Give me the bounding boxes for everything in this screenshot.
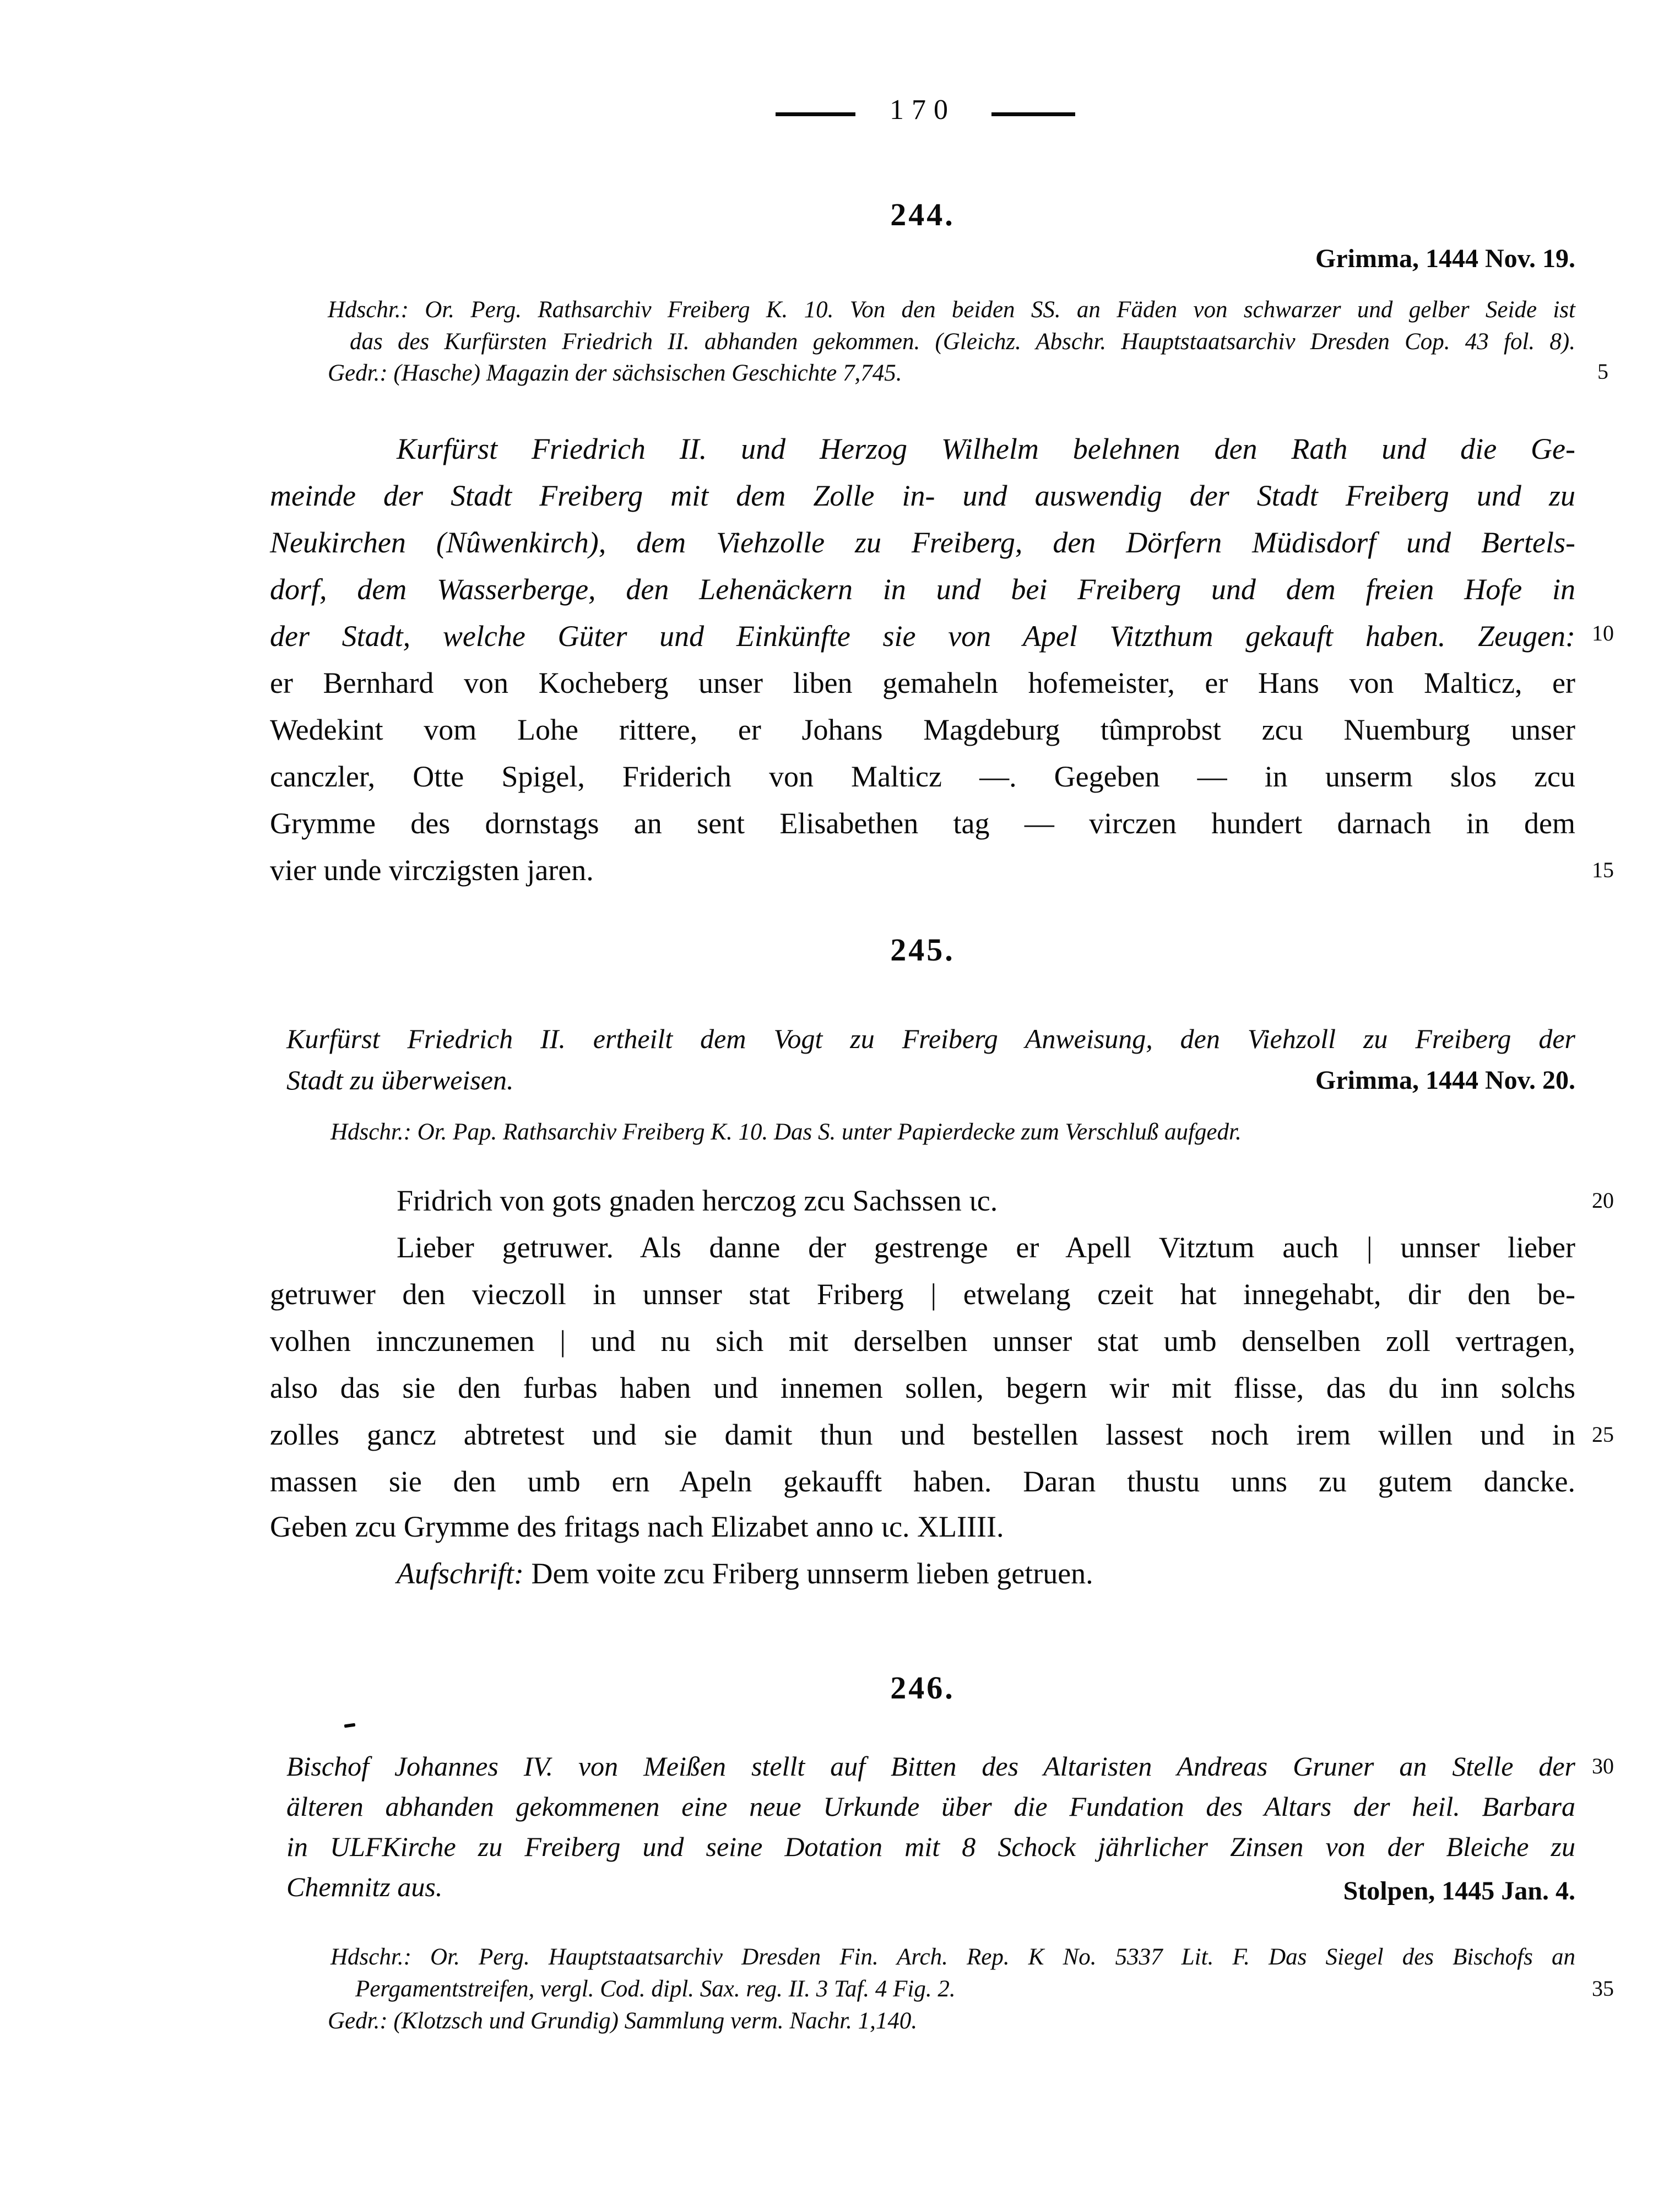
summary-line: Stadt zu überweisen. — [286, 1065, 514, 1095]
summary-line: Chemnitz aus. — [286, 1871, 443, 1902]
body-line: getruwer den vieczoll in unnser stat Friberg | etwelang czeit hat innegehabt, dir den be- — [270, 1278, 1575, 1311]
margin-line-number: 35 — [1592, 1976, 1614, 2001]
source-note-line: Gedr.: (Hasche) Magazin der sächsischen Geschichte 7,745. — [328, 360, 902, 386]
body-line: volhen innczunemen | und nu sich mit derselben unnser stat umb denselben zoll vertragen, — [270, 1325, 1575, 1358]
source-note-line: Pergamentstreifen, vergl. Cod. dipl. Sax. reg. II. 3 Taf. 4 Fig. 2. — [355, 1976, 956, 2002]
margin-line-number: 5 — [1597, 359, 1608, 384]
entry-dateline: Grimma, 1444 Nov. 20. — [1315, 1066, 1575, 1095]
margin-line-number: 25 — [1592, 1422, 1614, 1447]
margin-line-number: 10 — [1592, 621, 1614, 645]
body-line: zolles gancz abtretest und sie damit thun und bestellen lassest noch irem willen und in — [270, 1418, 1575, 1451]
summary-line: älteren abhanden gekommenen eine neue Urkunde über die Fundation des Altars der heil. Barbara — [286, 1791, 1575, 1822]
margin-line-number: 15 — [1592, 857, 1614, 882]
summary-line: dorf, dem Wasserberge, den Lehenäckern in und bei Freiberg und dem freien Hofe in — [270, 573, 1575, 606]
source-note-line: das des Kurfürsten Friedrich II. abhanden gekommen. (Gleichz. Abschr. Hauptstaatsarchiv Dresden Cop. 43 fol. 8). — [350, 329, 1575, 355]
summary-line: Bischof Johannes IV. von Meißen stellt auf Bitten des Altaristen Andreas Gruner an Stelle der — [286, 1751, 1575, 1782]
summary-line: der Stadt, welche Güter und Einkünfte sie von Apel Vitzthum gekauft haben. Zeugen: — [270, 620, 1575, 653]
entry-number: 245. — [890, 932, 955, 968]
source-note-line: Hdschr.: Or. Pap. Rathsarchiv Freiberg K. 10. Das S. unter Papierdecke zum Verschluß aufgedr. — [330, 1119, 1242, 1145]
body-line: Lieber getruwer. Als danne der gestrenge er Apell Vitztum auch | unnser lieber — [397, 1231, 1575, 1264]
margin-line-number: 20 — [1592, 1188, 1614, 1213]
header-rule-right — [991, 112, 1075, 116]
summary-line: Kurfürst Friedrich II. ertheilt dem Vogt zu Freiberg Anweisung, den Viehzoll zu Freiberg der — [286, 1023, 1575, 1054]
page-number: 170 — [890, 94, 956, 126]
body-line: Geben zcu Grymme des fritags nach Elizabet anno ɩc. XLIIII. — [270, 1510, 1004, 1543]
summary-line: meinde der Stadt Freiberg mit dem Zolle in- und auswendig der Stadt Freiberg und zu — [270, 479, 1575, 512]
aufschrift-label: Aufschrift: — [397, 1557, 524, 1590]
body-line: vier unde virczigsten jaren. — [270, 854, 594, 887]
body-line: canczler, Otte Spigel, Friderich von Malticz —. Gegeben — in unserm slos zcu — [270, 760, 1575, 793]
summary-line: Neukirchen (Nûwenkirch), dem Viehzolle zu Freiberg, den Dörfern Müdisdorf und Bertels- — [270, 526, 1575, 559]
body-line: massen sie den umb ern Apeln gekaufft haben. Daran thustu unns zu gutem dancke. — [270, 1465, 1575, 1498]
body-line: also das sie den furbas haben und innemen sollen, begern wir mit flisse, das du inn solchs — [270, 1371, 1575, 1404]
source-note-line: Hdschr.: Or. Perg. Hauptstaatsarchiv Dresden Fin. Arch. Rep. K No. 5337 Lit. F. Das Siegel des Bischofs an — [330, 1944, 1575, 1970]
aufschrift-text: Dem voite zcu Friberg unnserm lieben getruen. — [523, 1557, 1093, 1590]
body-line: Fridrich von gots gnaden herczog zcu Sachssen ɩc. — [397, 1184, 998, 1217]
body-line: Wedekint vom Lohe rittere, er Johans Magdeburg tûmprobst zcu Nuemburg unser — [270, 713, 1575, 746]
summary-line: in ULFKirche zu Freiberg und seine Dotation mit 8 Schock jährlicher Zinsen von der Bleiche zu — [286, 1831, 1575, 1862]
header-rule-left — [776, 112, 855, 116]
body-line: er Bernhard von Kocheberg unser liben gemaheln hofemeister, er Hans von Malticz, er — [270, 666, 1575, 699]
entry-number: 246. — [890, 1670, 955, 1706]
ink-speck — [344, 1723, 356, 1728]
body-line: Grymme des dornstags an sent Elisabethen tag — virczen hundert darnach in dem — [270, 807, 1575, 840]
entry-dateline: Grimma, 1444 Nov. 19. — [1315, 244, 1575, 273]
summary-line: Kurfürst Friedrich II. und Herzog Wilhelm belehnen den Rath und die Ge- — [397, 432, 1575, 465]
entry-dateline: Stolpen, 1445 Jan. 4. — [1343, 1876, 1575, 1906]
source-note-line: Hdschr.: Or. Perg. Rathsarchiv Freiberg K. 10. Von den beiden SS. an Fäden von schwarzer und gelber Seide ist — [328, 297, 1575, 323]
postscript-line — [397, 1559, 1093, 1588]
source-note-line: Gedr.: (Klotzsch und Grundig) Sammlung verm. Nachr. 1,140. — [328, 2008, 918, 2034]
margin-line-number: 30 — [1592, 1754, 1614, 1778]
entry-number: 244. — [890, 197, 955, 232]
